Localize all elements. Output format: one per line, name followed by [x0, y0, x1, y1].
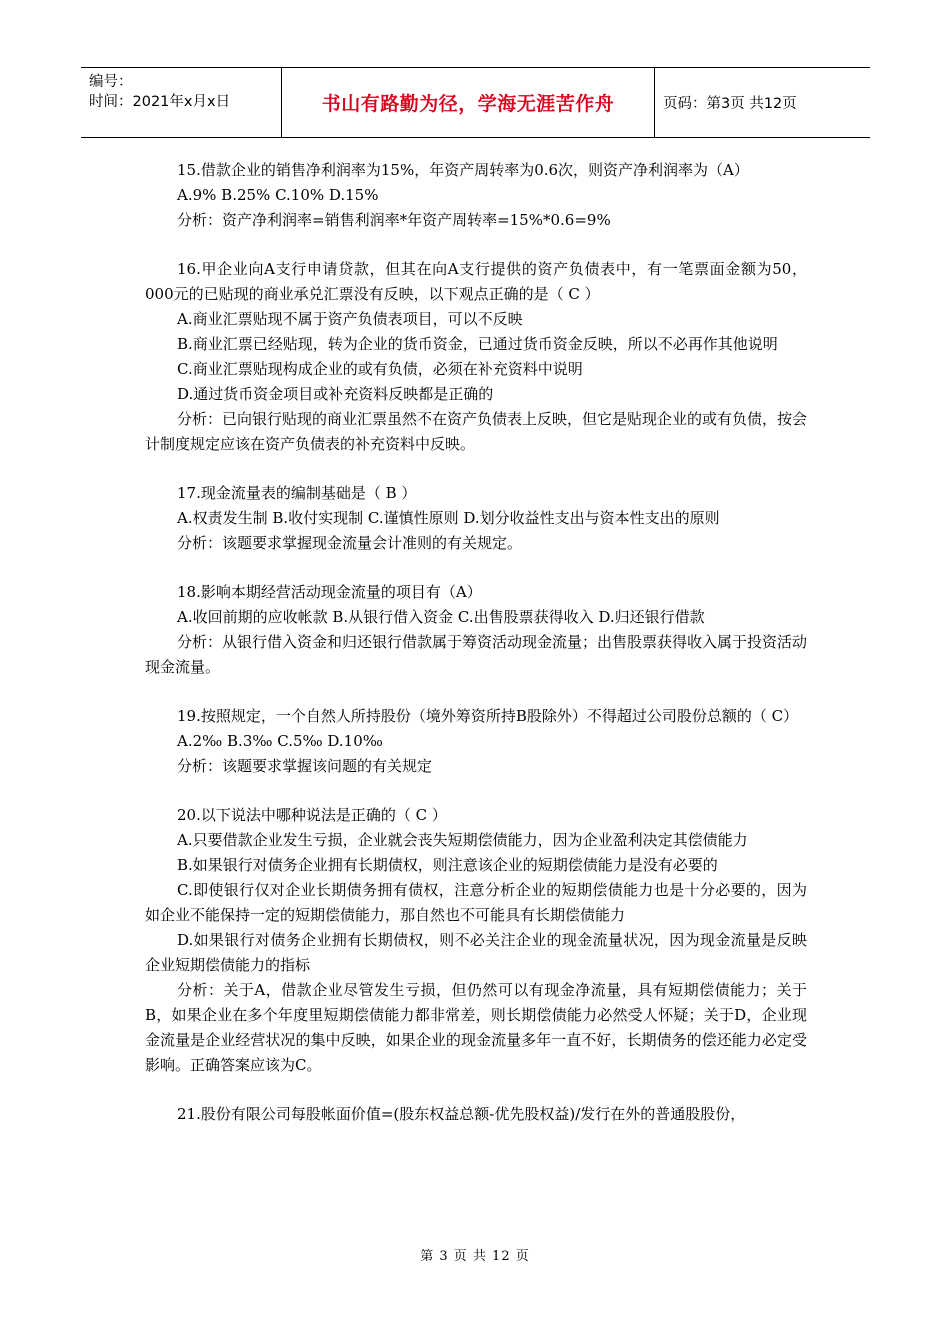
question-line: 分析：关于A，借款企业尽管发生亏损，但仍然可以有现金净流量，具有短期偿债能力；关于B，如果企业在多个年度里短期偿债能力都非常差，则长期偿债能力必然受人怀疑；关于D，企业现金流量是企业经营状况的集中反映，如果企业的现金流量多年一直不好，长期债务的偿还能力必定受影响。正确答案应该为C。	[145, 981, 807, 1074]
question-block	[145, 704, 807, 779]
question-line: A.9% B.25% C.10% D.15%	[177, 186, 379, 204]
question-line: B.商业汇票已经贴现，转为企业的货币资金，已通过货币资金反映，所以不必再作其他说明	[177, 335, 778, 353]
header-left	[81, 68, 281, 137]
question-line: A.权责发生制 B.收付实现制 C.谨慎性原则 D.划分收益性支出与资本性支出的原则	[177, 509, 720, 527]
question-block	[145, 580, 807, 680]
question-text: 17.现金流量表的编制基础是（ B ）	[177, 484, 417, 502]
question-line: 分析：该题要求掌握该问题的有关规定	[177, 757, 433, 775]
motto: 书山有路勤为径，学海无涯苦作舟	[321, 93, 615, 115]
question-block	[145, 803, 807, 1078]
number-label: 编号：	[89, 74, 133, 90]
question-block	[145, 158, 807, 233]
question-line: C.即使银行仅对企业长期债务拥有债权，注意分析企业的短期偿债能力也是十分必要的，因为如企业不能保持一定的短期偿债能力，那自然也不可能具有长期偿债能力	[145, 881, 807, 924]
question-text: 20.以下说法中哪种说法是正确的（ C ）	[177, 806, 447, 824]
question-text: 21.股份有限公司每股帐面价值=(股东权益总额-优先股权益)/发行在外的普通股股份，	[177, 1105, 746, 1123]
time-label: 时间：2021年x月x日	[89, 94, 231, 110]
page-header	[81, 67, 870, 138]
question-line: D.如果银行对债务企业拥有长期债权，则不必关注企业的现金流量状况，因为现金流量是反映企业短期偿债能力的指标	[145, 931, 807, 974]
header-right	[655, 68, 870, 137]
question-line: C.商业汇票贴现构成企业的或有负债，必须在补充资料中说明	[177, 360, 583, 378]
question-line: B.如果银行对债务企业拥有长期债权，则注意该企业的短期偿债能力是没有必要的	[177, 856, 718, 874]
question-line: 分析：该题要求掌握现金流量会计准则的有关规定。	[177, 534, 523, 552]
question-line: A.2‰ B.3‰ C.5‰ D.10‰	[177, 732, 383, 750]
question-text: 18.影响本期经营活动现金流量的项目有（A）	[177, 583, 482, 601]
question-text: 15.借款企业的销售净利润率为15%，年资产周转率为0.6次，则资产净利润率为（A）	[177, 161, 749, 179]
question-line: A.收回前期的应收帐款 B.从银行借入资金 C.出售股票获得收入 D.归还银行借款	[177, 608, 705, 626]
question-text: 19.按照规定，一个自然人所持股份（境外筹资所持B股除外）不得超过公司股份总额的（ C）	[177, 707, 799, 725]
question-block	[145, 1102, 807, 1127]
question-line: A.商业汇票贴现不属于资产负债表项目，可以不反映	[177, 310, 523, 328]
question-line: A.只要借款企业发生亏损，企业就会丧失短期偿债能力，因为企业盈利决定其偿债能力	[177, 831, 748, 849]
question-text: 16.甲企业向A支行申请贷款，但其在向A支行提供的资产负债表中，有一笔票面金额为50，000元的已贴现的商业承兑汇票没有反映，以下观点正确的是（ C ）	[145, 260, 807, 303]
question-line: 分析：从银行借入资金和归还银行借款属于筹资活动现金流量；出售股票获得收入属于投资活动现金流量。	[145, 633, 808, 676]
question-line: 分析：已向银行贴现的商业汇票虽然不在资产负债表上反映，但它是贴现企业的或有负债，按会计制度规定应该在资产负债表的补充资料中反映。	[145, 410, 808, 453]
page-footer: 第 3 页 共 12 页	[420, 1249, 530, 1264]
question-block	[145, 481, 807, 556]
header-middle	[281, 68, 655, 137]
question-block	[145, 257, 807, 457]
question-line: D.通过货币资金项目或补充资料反映都是正确的	[177, 385, 494, 403]
page-info: 页码：第3页 共12页	[663, 96, 797, 112]
document-body	[145, 158, 807, 1151]
question-line: 分析：资产净利润率=销售利润率*年资产周转率=15%*0.6=9%	[177, 211, 611, 229]
